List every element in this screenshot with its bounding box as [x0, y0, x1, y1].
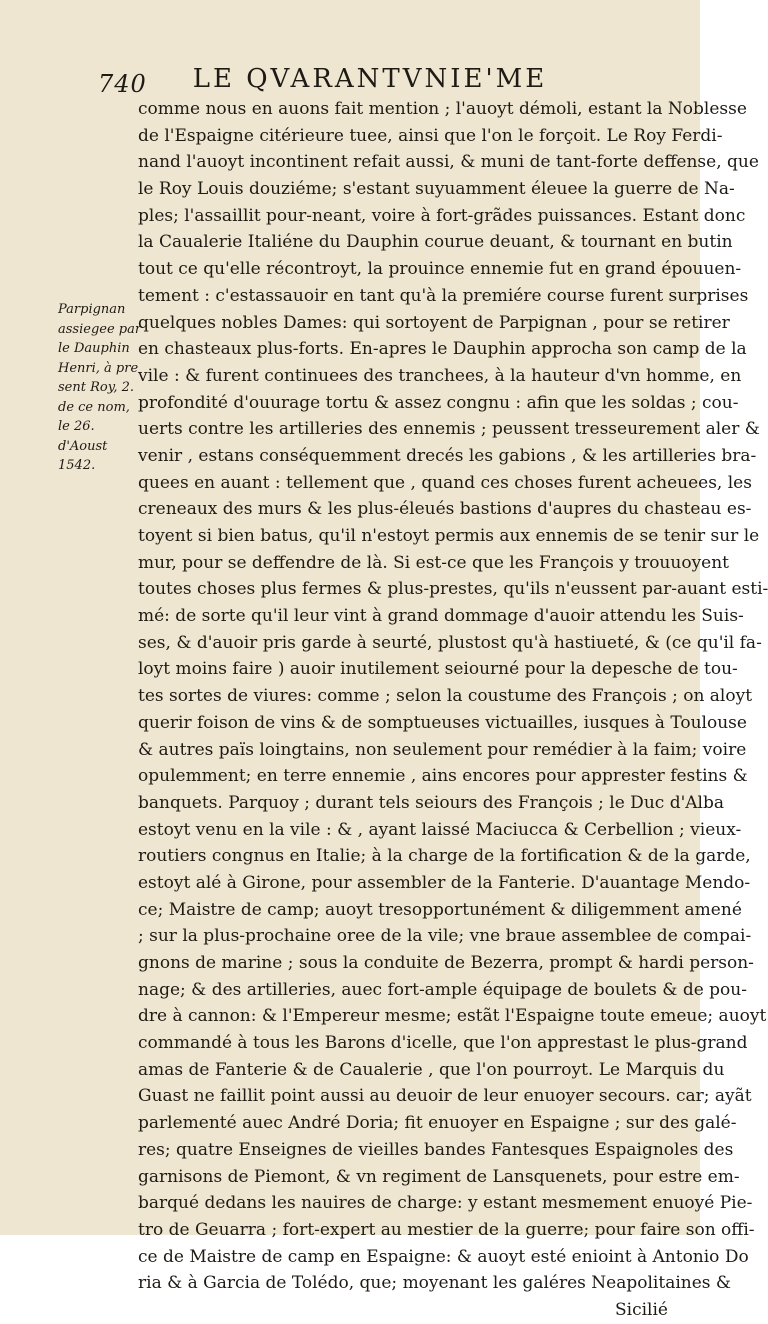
text-line: profondité d'ouurage tortu & assez congnu : afin que les soldas ; cou- [138, 392, 739, 413]
text-line: mur, pour se deffendre de là. Si est-ce que les François y trouuoyent [138, 552, 730, 573]
text-line: routiers congnus en Italie; à la charge de la fortification & de la garde, [138, 846, 751, 867]
text-line: tes sortes de viures: comme ; selon la coustume des François ; on aloyt [138, 686, 753, 707]
text-line: commandé à tous les Barons d'icelle, que l'on apprestast le plus-grand [138, 1033, 748, 1054]
text-line: creneaux des murs & les plus-éleués bastions d'aupres du chasteau es- [138, 499, 752, 520]
text-line: ses, & d'auoir pris garde à seurté, plustost qu'à hastiueté, & (ce qu'il fa- [138, 632, 762, 653]
text-line: nage; & des artilleries, auec fort-ample équipage de boulets & de pou- [138, 979, 747, 1000]
text-line: en chasteaux plus-forts. En-apres le Dauphin approcha son camp de la [138, 339, 747, 360]
text-line: estoyt alé à Girone, pour assembler de la Fanterie. D'auantage Mendo- [138, 872, 751, 893]
text-line: parlementé auec André Doria; fit enuoyer en Espaigne ; sur des galé- [138, 1113, 737, 1134]
text-line: Guast ne faillit point aussi au deuoir de leur enuoyer secours. car; ayãt [138, 1086, 752, 1107]
text-line: vile : & furent continuees des tranchees, à la hauteur d'vn homme, en [138, 365, 742, 386]
margin-note-line: d'Aoust [58, 438, 108, 454]
text-line: venir , estans conséquemment drecés les gabions , & les artilleries bra- [138, 445, 757, 466]
text-line: querir foison de vins & de somptueuses victuailles, iusques à Toulouse [138, 712, 747, 733]
margin-note-line: le 26. [58, 419, 95, 434]
text-line: tement : c'estassauoir en tant qu'à la premiére course furent surprises [138, 285, 749, 306]
text-line: ria & à Garcia de Tolédo, que; moyenant les galéres Neapolitaines & [138, 1273, 732, 1294]
text-line: opulemment; en terre ennemie , ains encores pour apprester festins & [138, 766, 748, 787]
body-text [138, 96, 768, 1324]
margin-note-line: le Dauphin [58, 341, 130, 356]
text-line: loyt moins faire ) auoir inutilement seiourné pour la depesche de tou- [138, 659, 738, 680]
text-line: le Roy Louis douziéme; s'estant suyuamment éleuee la guerre de Na- [138, 179, 735, 200]
text-line: & autres païs loingtains, non seulement pour remédier à la faim; voire [138, 739, 747, 760]
text-line: ; sur la plus-prochaine oree de la vile; vne braue assemblee de compai- [138, 926, 752, 947]
text-line: uerts contre les artilleries des ennemis ; peussent tresseurement aler & [138, 419, 760, 440]
margin-note-line: assiegee par [58, 321, 142, 337]
margin-note-line: sent Roy, 2. [58, 380, 134, 395]
text-line: Sicilié [615, 1299, 668, 1320]
text-line: la Caualerie Italiéne du Dauphin courue deuant, & tournant en butin [138, 232, 733, 253]
margin-note-line: 1542. [58, 458, 96, 473]
text-line: toyent si bien batus, qu'il n'estoyt permis aux ennemis de se tenir sur le [138, 526, 760, 546]
running-head: LE QVARANTVNIE'ME [192, 64, 548, 94]
text-line: quelques nobles Dames: qui sortoyent de Parpignan , pour se retirer [138, 312, 730, 333]
margin-note-line: Henri, à pre [58, 360, 139, 376]
text-line: nand l'auoyt incontinent refait aussi, & muni de tant-forte deffense, que [138, 152, 759, 173]
text-line: mé: de sorte qu'il leur vint à grand dommage d'auoir attendu les Suis- [138, 606, 744, 627]
text-line: ce; Maistre de camp; auoyt tresopportunément & diligemment amené [138, 899, 742, 920]
text-line: toutes choses plus fermes & plus-prestes, qu'ils n'eussent par-auant esti- [138, 579, 768, 600]
text-line: barqué dedans les nauires de charge: y estant mesmement enuoyé Pie- [138, 1193, 753, 1214]
margin-note-line: Parpignan [58, 302, 126, 317]
text-line: amas de Fanterie & de Caualerie , que l'on pourroyt. Le Marquis du [138, 1059, 725, 1080]
text-line: tro de Geuarra ; fort-expert au mestier de la guerre; pour faire son offi- [138, 1219, 755, 1240]
text-line: ce de Maistre de camp en Espaigne: & auoyt esté enioint à Antonio Do [138, 1246, 749, 1267]
page-number: 740 [98, 70, 147, 98]
margin-note-line: de ce nom, [58, 399, 130, 415]
text-line: estoyt venu en la vile : & , ayant laissé Maciucca & Cerbellion ; vieux- [138, 819, 742, 840]
text-line: banquets. Parquoy ; durant tels seiours des François ; le Duc d'Alba [138, 792, 724, 813]
text-line: dre à cannon: & l'Empereur mesme; estãt l'Espaigne toute emeue; auoyt [138, 1006, 767, 1027]
text-line: de l'Espaigne citérieure tuee, ainsi que l'on le forçoit. Le Roy Ferdi- [138, 125, 723, 146]
margin-note [58, 300, 142, 476]
text-line: ples; l'assaillit pour-neant, voire à fort-grãdes puissances. Estant donc [138, 205, 746, 226]
text-line: comme nous en auons fait mention ; l'auoyt démoli, estant la Noblesse [138, 99, 747, 119]
text-line: tout ce qu'elle récontroyt, la prouince ennemie fut en grand épouuen- [138, 259, 742, 280]
text-line: garnisons de Piemont, & vn regiment de Lansquenets, pour estre em- [138, 1166, 740, 1187]
text-line: gnons de marine ; sous la conduite de Bezerra, prompt & hardi person- [138, 953, 754, 973]
text-line: quees en auant : tellement que , quand ces choses furent acheuees, les [138, 472, 752, 493]
text-line: res; quatre Enseignes de vieilles bandes Fantesques Espaignoles des [138, 1139, 734, 1160]
